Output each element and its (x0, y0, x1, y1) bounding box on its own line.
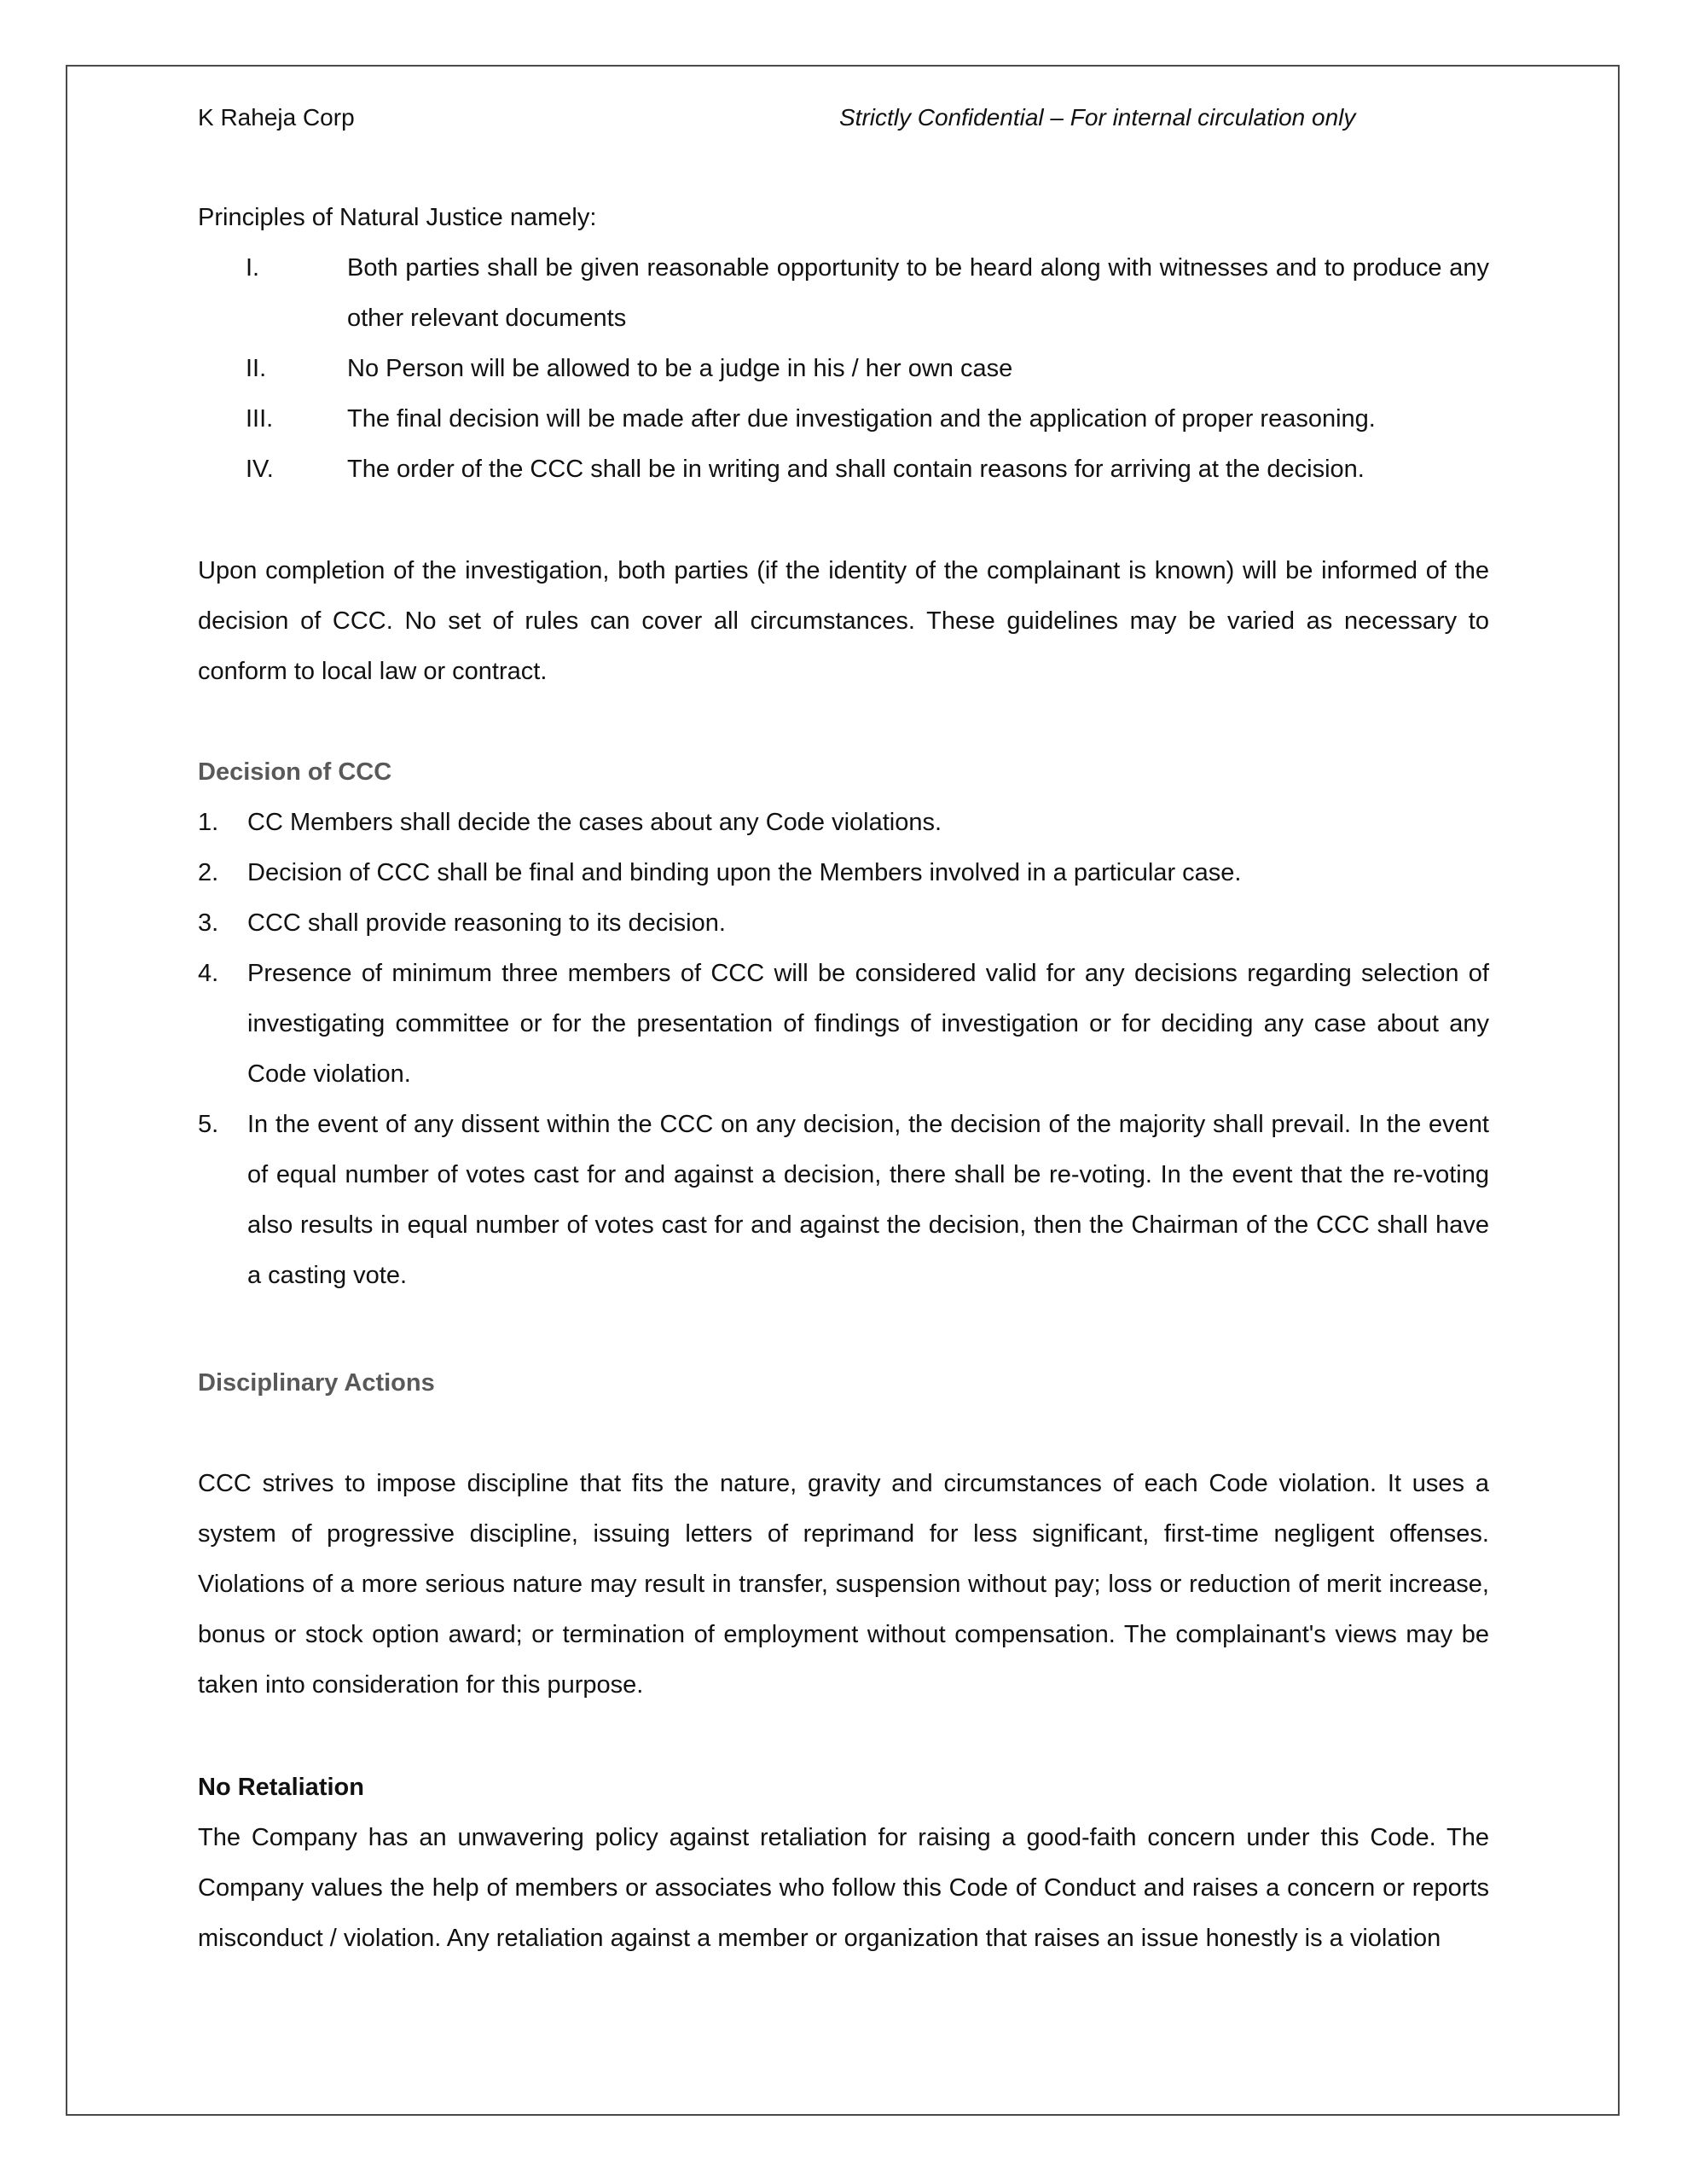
list-item-text: The order of the CCC shall be in writing and shall contain reasons for arriving at the decision. (347, 456, 1365, 483)
list-item (198, 798, 1489, 848)
completion-paragraph: Upon completion of the investigation, both parties (if the identity of the complainant is known) will be informed of the decision of CCC. No set of rules can cover all circumstances. These guidelines may be varied as necessary to conform to local law or contract. (198, 557, 1489, 685)
list-marker: III. (246, 405, 274, 433)
list-marker: 3. (198, 909, 219, 937)
decision-heading: Decision of CCC (198, 758, 392, 786)
list-marker: 5. (198, 1111, 219, 1138)
list-item-text: Both parties shall be given reasonable opportunity to be heard along with witnesses and to produce any other relevant documents (347, 254, 1489, 332)
list-item-text: In the event of any dissent within the CCC on any decision, the decision of the majority shall prevail. In the event of equal number of votes cast for and against a decision, there shall be re-voting. In the event that the re-voting also results in equal number of votes cast for and against the decision, then the Chairman of the CCC shall have a casting vote. (247, 1111, 1489, 1289)
list-item-text: Decision of CCC shall be final and binding upon the Members involved in a particular case. (247, 859, 1242, 886)
list-item-text: Presence of minimum three members of CCC will be considered valid for any decisions regarding selection of investigating committee or for the presentation of findings of investigation or for deciding any case about any Code violation. (247, 960, 1489, 1088)
confidentiality-notice: Strictly Confidential – For internal circulation only (839, 104, 1356, 131)
retaliation-paragraph: The Company has an unwavering policy against retaliation for raising a good-faith concern under this Code. The Company values the help of members or associates who follow this Code of Conduct and raises a concern or reports misconduct / violation. Any retaliation against a member or organization that raises an issue honestly is a violation (198, 1824, 1489, 1952)
retaliation-heading: No Retaliation (198, 1774, 364, 1801)
list-item-text: The final decision will be made after due investigation and the application of proper reasoning. (347, 405, 1376, 433)
list-marker: IV. (246, 456, 274, 483)
list-marker: 2. (198, 859, 219, 886)
principles-intro: Principles of Natural Justice namely: (198, 204, 597, 231)
company-name: K Raheja Corp (198, 104, 355, 131)
list-marker: I. (246, 254, 260, 282)
list-item (198, 848, 1489, 898)
list-item (198, 949, 1489, 1100)
list-item (198, 444, 1489, 495)
decision-list (198, 798, 1489, 1301)
principles-list (198, 243, 1489, 495)
disciplinary-heading: Disciplinary Actions (198, 1369, 435, 1397)
list-item-text: CC Members shall decide the cases about any Code violations. (247, 809, 942, 836)
list-item (198, 243, 1489, 344)
list-item-text: CCC shall provide reasoning to its decision. (247, 909, 726, 937)
list-marker: 4. (198, 960, 219, 987)
list-item (198, 394, 1489, 444)
page-header (198, 97, 1489, 138)
list-marker: 1. (198, 809, 219, 836)
disciplinary-paragraph: CCC strives to impose discipline that fits the nature, gravity and circumstances of each Code violation. It uses a system of progressive discipline, issuing letters of reprimand for less significant, first-time negligent offenses. Violations of a more serious nature may result in transfer, suspension without pay; loss or reduction of merit increase, bonus or stock option award; or termination of employment without compensation. The complainant's views may be taken into consideration for this purpose. (198, 1470, 1489, 1699)
list-item-text: No Person will be allowed to be a judge in his / her own case (347, 355, 1013, 382)
list-item (198, 344, 1489, 394)
list-item (198, 898, 1489, 949)
list-marker: II. (246, 355, 267, 382)
list-item (198, 1100, 1489, 1301)
